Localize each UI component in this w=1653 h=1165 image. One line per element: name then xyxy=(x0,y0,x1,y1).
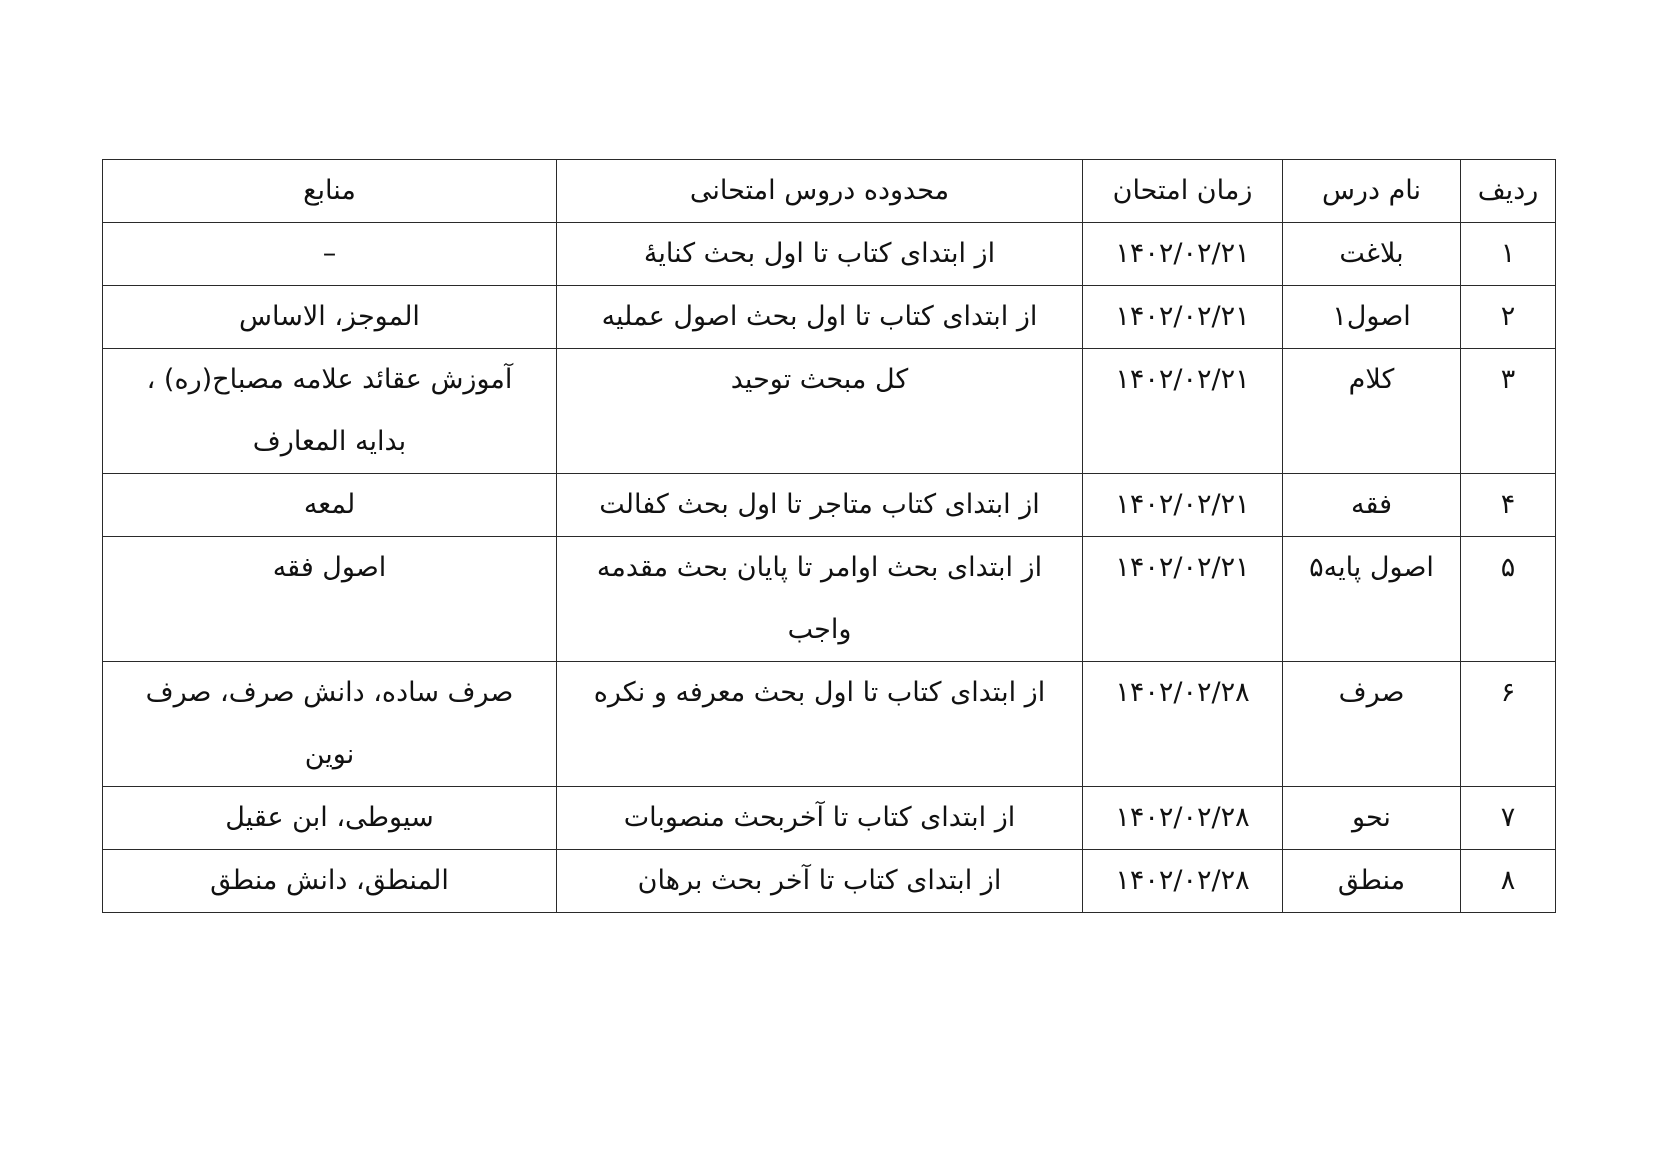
table-row xyxy=(103,537,1556,662)
cell-course-name: نحو xyxy=(1283,787,1461,850)
cell-exam-date: ۱۴۰۲/۰۲/۲۱ xyxy=(1083,474,1283,537)
table-row xyxy=(103,474,1556,537)
cell-exam-date: ۱۴۰۲/۰۲/۲۸ xyxy=(1083,662,1283,787)
table-row xyxy=(103,787,1556,850)
cell-exam-range: از ابتدای کتاب تا آخربحث منصوبات xyxy=(557,787,1083,850)
cell-row-number: ۴ xyxy=(1461,474,1556,537)
cell-exam-range: کل مبحث توحید xyxy=(557,349,1083,474)
table-header-row xyxy=(103,160,1556,223)
cell-sources: اصول فقه xyxy=(103,537,557,662)
cell-sources: صرف ساده، دانش صرف، صرف نوین xyxy=(103,662,557,787)
cell-course-name: اصول پایه۵ xyxy=(1283,537,1461,662)
cell-exam-range: از ابتدای بحث اوامر تا پایان بحث مقدمه واجب xyxy=(557,537,1083,662)
cell-course-name: صرف xyxy=(1283,662,1461,787)
table-row xyxy=(103,662,1556,787)
cell-sources: – xyxy=(103,223,557,286)
table-row xyxy=(103,286,1556,349)
cell-sources: سیوطی، ابن عقیل xyxy=(103,787,557,850)
cell-exam-range: از ابتدای کتاب تا اول بحث اصول عملیه xyxy=(557,286,1083,349)
cell-sources: لمعه xyxy=(103,474,557,537)
cell-exam-date: ۱۴۰۲/۰۲/۲۱ xyxy=(1083,286,1283,349)
cell-row-number: ۱ xyxy=(1461,223,1556,286)
cell-row-number: ۷ xyxy=(1461,787,1556,850)
table-row xyxy=(103,349,1556,474)
cell-row-number: ۲ xyxy=(1461,286,1556,349)
cell-exam-date: ۱۴۰۲/۰۲/۲۱ xyxy=(1083,537,1283,662)
cell-sources: آموزش عقائد علامه مصباح(ره) ، بدایه المعارف xyxy=(103,349,557,474)
table-row xyxy=(103,850,1556,913)
cell-row-number: ۳ xyxy=(1461,349,1556,474)
header-course-name: نام درس xyxy=(1283,160,1461,223)
cell-course-name: بلاغت xyxy=(1283,223,1461,286)
header-sources: منابع xyxy=(103,160,557,223)
table-row xyxy=(103,223,1556,286)
cell-course-name: اصول۱ xyxy=(1283,286,1461,349)
cell-exam-date: ۱۴۰۲/۰۲/۲۱ xyxy=(1083,223,1283,286)
cell-exam-date: ۱۴۰۲/۰۲/۲۸ xyxy=(1083,850,1283,913)
cell-exam-range: از ابتدای کتاب تا آخر بحث برهان xyxy=(557,850,1083,913)
cell-exam-date: ۱۴۰۲/۰۲/۲۱ xyxy=(1083,349,1283,474)
cell-course-name: منطق xyxy=(1283,850,1461,913)
header-row-number: ردیف xyxy=(1461,160,1556,223)
cell-sources: الموجز، الاساس xyxy=(103,286,557,349)
exam-schedule-table xyxy=(102,159,1556,913)
cell-row-number: ۶ xyxy=(1461,662,1556,787)
cell-exam-range: از ابتدای کتاب تا اول بحث معرفه و نکره xyxy=(557,662,1083,787)
header-exam-range: محدوده دروس امتحانی xyxy=(557,160,1083,223)
cell-sources: المنطق، دانش منطق xyxy=(103,850,557,913)
header-exam-date: زمان امتحان xyxy=(1083,160,1283,223)
cell-course-name: کلام xyxy=(1283,349,1461,474)
cell-exam-range: از ابتدای کتاب تا اول بحث کنایهٔ xyxy=(557,223,1083,286)
cell-exam-date: ۱۴۰۲/۰۲/۲۸ xyxy=(1083,787,1283,850)
cell-exam-range: از ابتدای کتاب متاجر تا اول بحث کفالت xyxy=(557,474,1083,537)
cell-row-number: ۸ xyxy=(1461,850,1556,913)
cell-row-number: ۵ xyxy=(1461,537,1556,662)
cell-course-name: فقه xyxy=(1283,474,1461,537)
